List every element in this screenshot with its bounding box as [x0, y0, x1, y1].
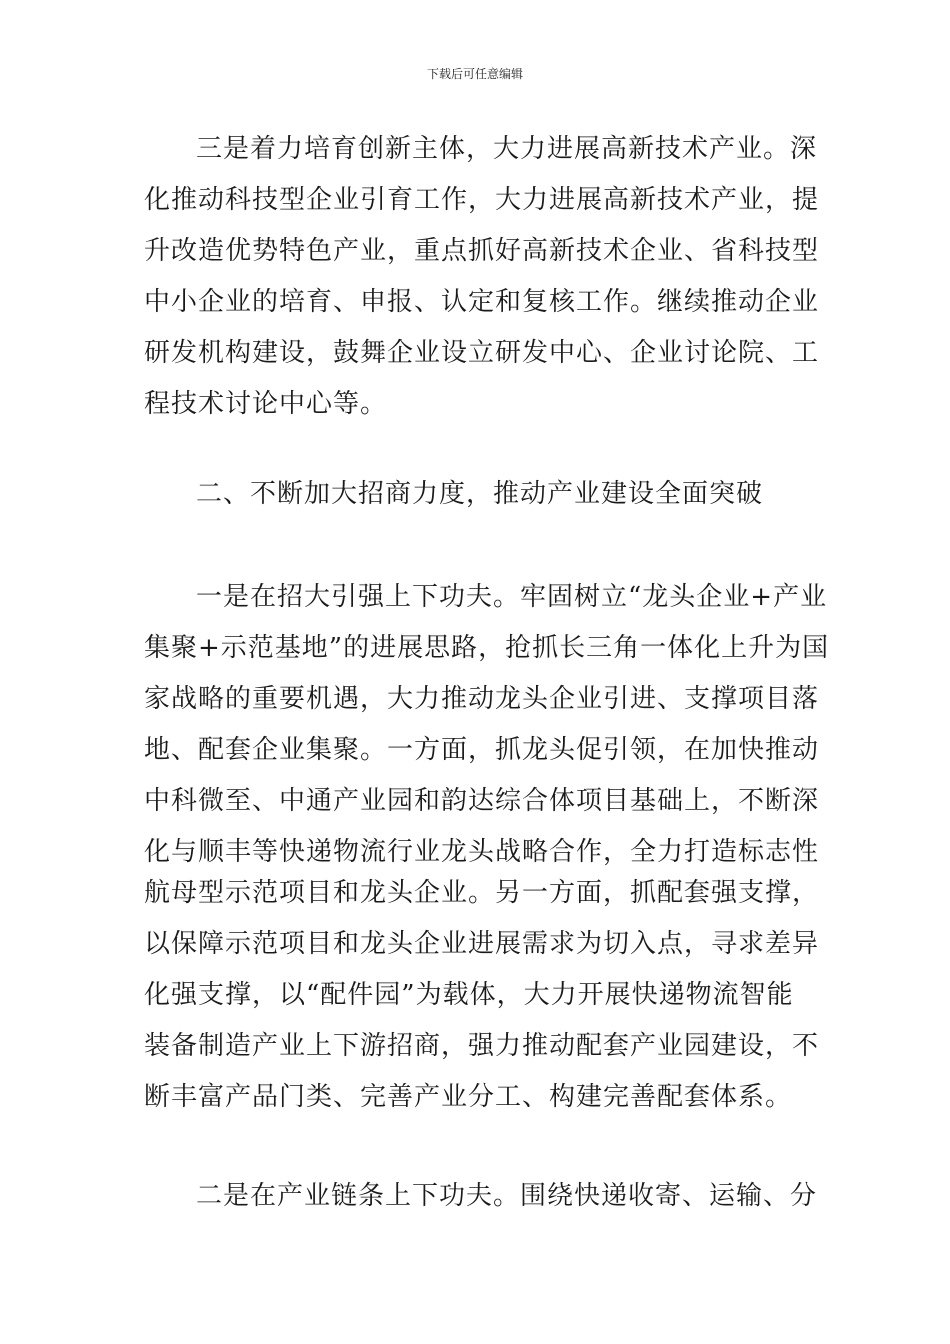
paragraph-3-line-6: 化与顺丰等快递物流行业龙头战略合作，全力打造标志性	[144, 837, 820, 867]
paragraph-1-line-3: 升改造优势特色产业，重点抓好高新技术企业、省科技型	[144, 236, 820, 266]
paragraph-3-line-11: 断丰富产品门类、完善产业分工、构建完善配套体系。	[144, 1082, 793, 1112]
paragraph-3-line-8: 以保障示范项目和龙头企业进展需求为切入点，寻求差异	[144, 929, 820, 959]
paragraph-1-line-5: 研发机构建设，鼓舞企业设立研发中心、企业讨论院、工	[144, 338, 820, 368]
paragraph-3-line-4: 地、配套企业集聚。一方面，抓龙头促引领，在加快推动	[144, 735, 820, 765]
paragraph-1-line-2: 化推动科技型企业引育工作，大力进展高新技术产业，提	[144, 185, 820, 215]
paragraph-3-line-7: 航母型示范项目和龙头企业。另一方面，抓配套强支撑，	[144, 878, 820, 908]
paragraph-3-line-1: 一是在招大引强上下功夫。牢固树立“龙头企业+产业	[196, 582, 828, 612]
paragraph-1-line-1: 三是着力培育创新主体，大力进展高新技术产业。深	[196, 134, 818, 164]
paragraph-3-line-3: 家战略的重要机遇，大力推动龙头企业引进、支撑项目落	[144, 684, 820, 714]
header-note: 下载后可任意编辑	[426, 67, 523, 81]
section-heading: 二、不断加大招商力度，推动产业建设全面突破	[196, 479, 764, 509]
paragraph-1-line-4: 中小企业的培育、申报、认定和复核工作。继续推动企业	[144, 287, 820, 317]
paragraph-3-line-10: 装备制造产业上下游招商，强力推动配套产业园建设，不	[144, 1031, 820, 1061]
paragraph-1-line-6: 程技术讨论中心等。	[144, 389, 388, 419]
paragraph-3-line-5: 中科微至、中通产业园和韵达综合体项目基础上，不断深	[144, 786, 820, 816]
paragraph-4-line-1: 二是在产业链条上下功夫。围绕快递收寄、运输、分	[196, 1181, 818, 1211]
paragraph-3-line-9: 化强支撑，以“配件园”为载体，大力开展快递物流智能	[144, 980, 794, 1010]
paragraph-3-line-2: 集聚+示范基地”的进展思路，抢抓长三角一体化上升为国	[144, 633, 830, 663]
